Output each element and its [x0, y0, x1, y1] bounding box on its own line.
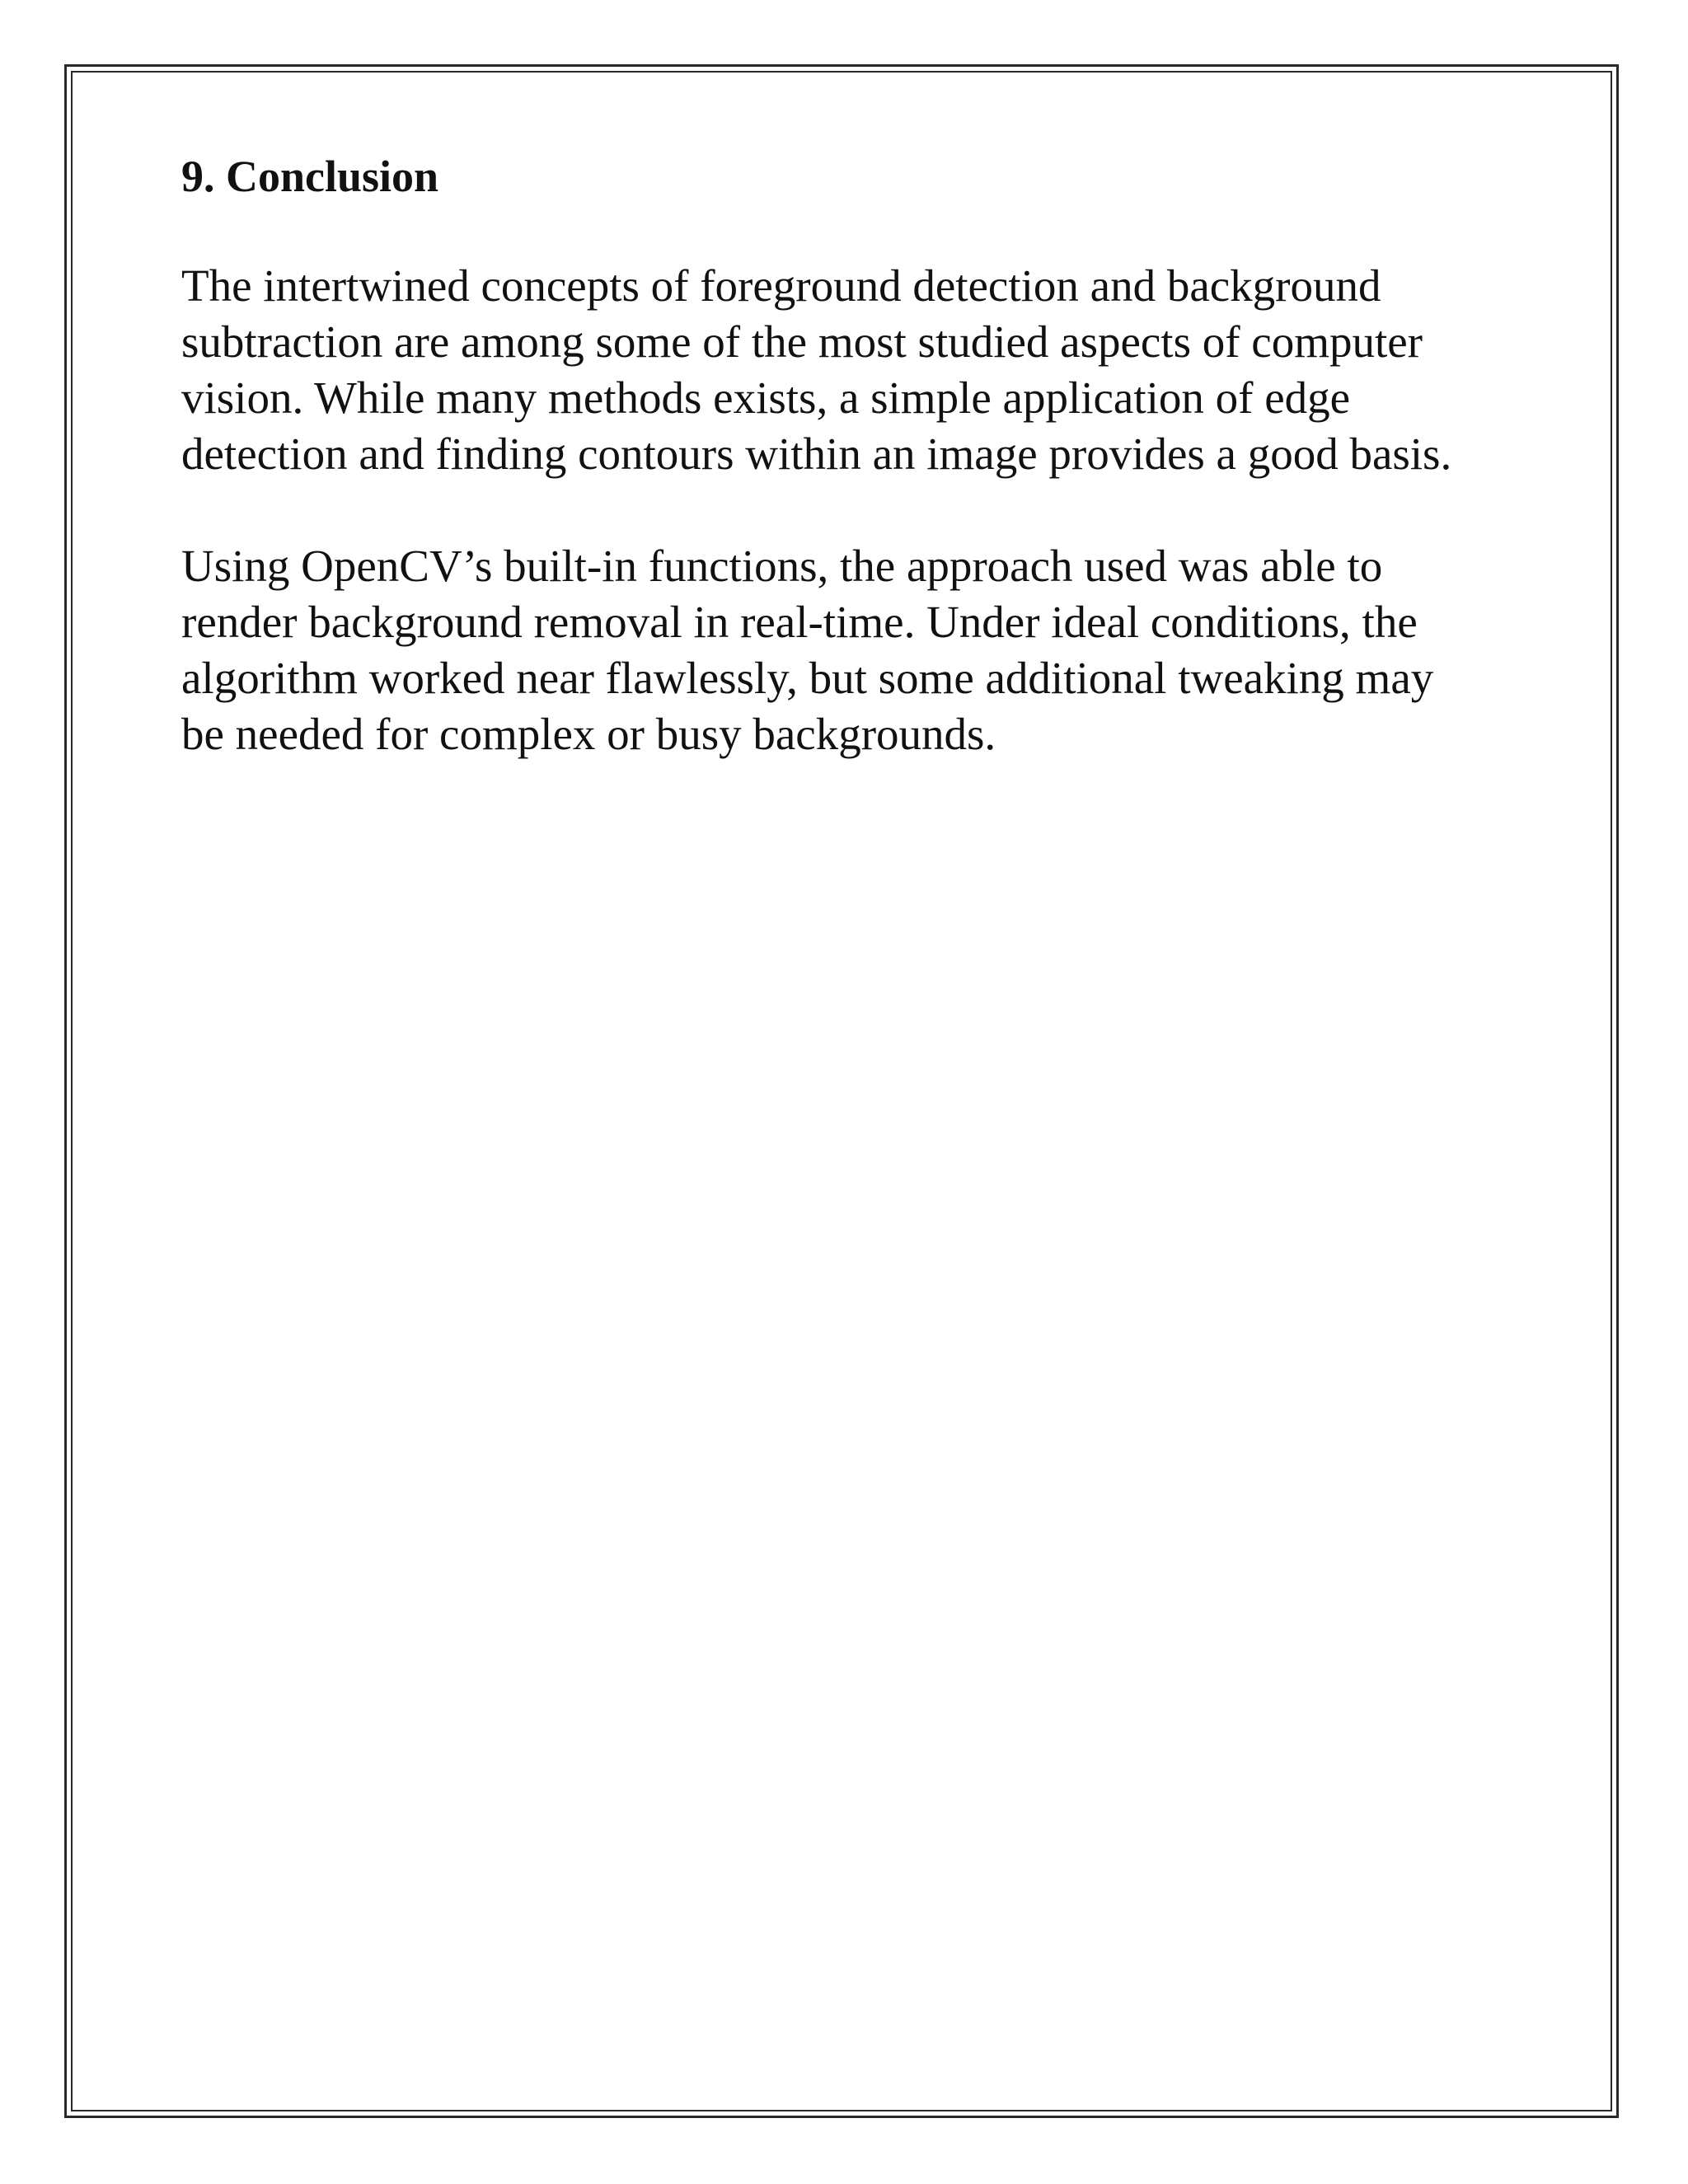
page-content: [181, 150, 1566, 818]
paragraph-2: [181, 538, 1566, 762]
paragraph-line: subtraction are among some of the most studied aspects of computer: [181, 316, 1423, 367]
paragraph-line: detection and finding contours within an image provides a good basis.: [181, 428, 1452, 479]
paragraph-line: render background removal in real-time. Under ideal conditions, the: [181, 596, 1418, 647]
paragraph-line: algorithm worked near flawlessly, but some additional tweaking may: [181, 652, 1434, 703]
paragraph-line: be needed for complex or busy backgrounds.: [181, 708, 996, 759]
paragraph-line: Using OpenCV’s built-in functions, the approach used was able to: [181, 540, 1383, 591]
paragraph-line: The intertwined concepts of foreground detection and background: [181, 260, 1381, 311]
paragraph-line: vision. While many methods exists, a simple application of edge: [181, 372, 1351, 423]
section-heading: 9. Conclusion: [181, 152, 439, 201]
paragraph-1: [181, 258, 1566, 482]
